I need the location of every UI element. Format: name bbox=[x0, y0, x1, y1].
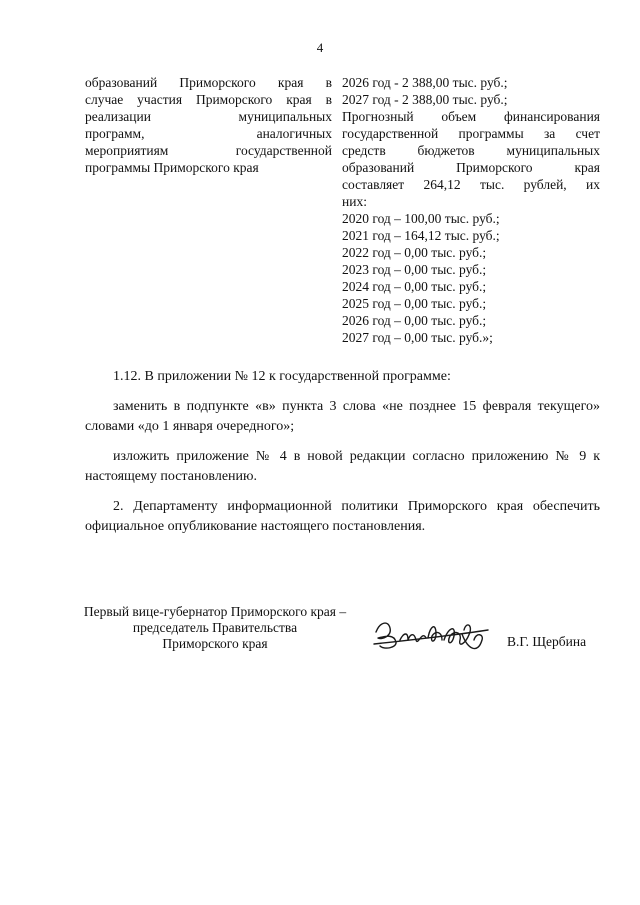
forecast-intro-line: образований Приморского края bbox=[342, 160, 600, 175]
handwritten-signature bbox=[370, 610, 495, 660]
funding-year-line: 2025 год – 0,00 тыс. руб.; bbox=[342, 296, 487, 311]
table-left-column bbox=[85, 74, 332, 176]
signatory-position bbox=[70, 604, 360, 652]
funding-year-line: 2027 год – 0,00 тыс. руб.»; bbox=[342, 330, 493, 345]
position-line: Приморского края bbox=[162, 636, 268, 651]
left-line: программ, аналогичных bbox=[85, 126, 332, 141]
left-line: мероприятиям государственной bbox=[85, 143, 332, 158]
page-number: 4 bbox=[316, 40, 324, 55]
signatory-name: В.Г. Щербина bbox=[507, 634, 587, 649]
paragraph-new-edition: изложить приложение № 4 в новой редакции согласно приложению № 9 к настоящему постановлению. bbox=[85, 449, 600, 484]
funding-year-line: 2020 год – 100,00 тыс. руб.; bbox=[342, 211, 500, 226]
paragraph-item-2: 2. Департаменту информационной политики Приморского края обеспечить официальное опубликование настоящего постановления. bbox=[85, 499, 600, 534]
paragraph-item-1-12: 1.12. В приложении № 12 к государственной программе: bbox=[113, 369, 451, 384]
left-line: реализации муниципальных bbox=[85, 109, 332, 124]
position-line: председатель Правительства bbox=[132, 620, 298, 635]
signature-block bbox=[70, 604, 600, 664]
body-text bbox=[85, 367, 600, 547]
funding-year-line: 2022 год – 0,00 тыс. руб.; bbox=[342, 245, 487, 260]
left-line: образований Приморского края в bbox=[85, 75, 332, 90]
forecast-intro-line: государственной программы за счет bbox=[342, 126, 600, 141]
paragraph-replace-words: заменить в подпункте «в» пункта 3 слова «не позднее 15 февраля текущего» словами «до 1 января очередного»; bbox=[85, 399, 600, 434]
funding-year-line: 2024 год – 0,00 тыс. руб.; bbox=[342, 279, 487, 294]
funding-year-line: 2023 год – 0,00 тыс. руб.; bbox=[342, 262, 487, 277]
forecast-intro-line: составляет 264,12 тыс. рублей, их bbox=[342, 177, 600, 192]
position-line: Первый вице-губернатор Приморского края – bbox=[83, 604, 347, 619]
funding-year-line: 2026 год – 0,00 тыс. руб.; bbox=[342, 313, 487, 328]
left-line: случае участия Приморского края в bbox=[85, 92, 332, 107]
funding-year-line: 2027 год - 2 388,00 тыс. руб.; bbox=[342, 92, 508, 107]
funding-year-line: 2026 год - 2 388,00 тыс. руб.; bbox=[342, 75, 508, 90]
forecast-intro-line: Прогнозный объем финансирования bbox=[342, 109, 600, 124]
table-right-column bbox=[342, 74, 600, 346]
left-line: программы Приморского края bbox=[85, 160, 259, 175]
forecast-intro-line: них: bbox=[342, 194, 367, 209]
forecast-intro-line: средств бюджетов муниципальных bbox=[342, 143, 600, 158]
funding-year-line: 2021 год – 164,12 тыс. руб.; bbox=[342, 228, 500, 243]
